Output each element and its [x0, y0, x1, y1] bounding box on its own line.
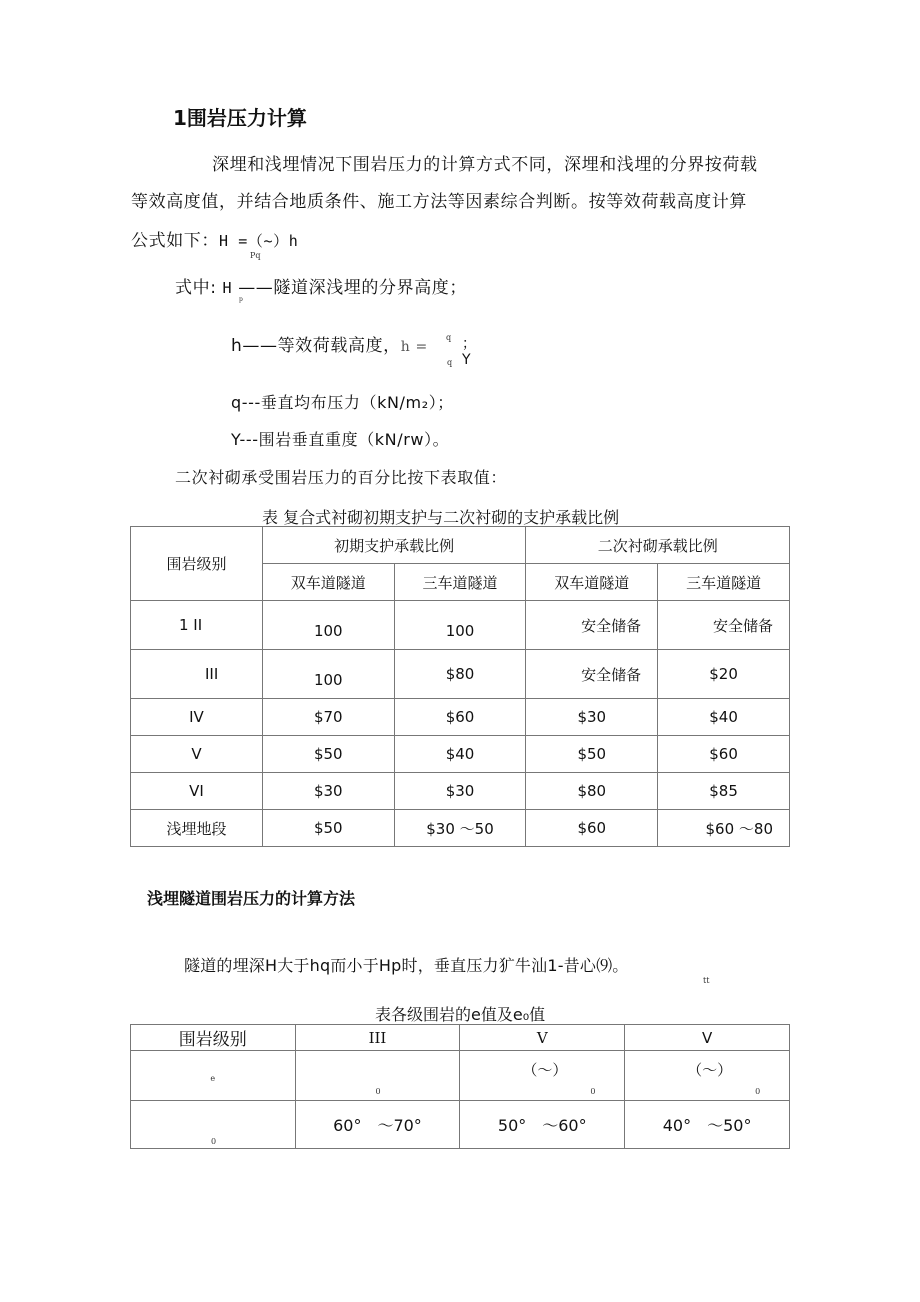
row-label-text: e: [210, 1073, 216, 1083]
paragraph-line: 深埋和浅埋情况下围岩压力的计算方式不同，深埋和浅埋的分界按荷载: [212, 155, 758, 175]
h-formula: h =: [400, 339, 428, 355]
value-cell: $80: [526, 773, 658, 810]
value-cell: $40: [658, 699, 790, 736]
grade-cell: 浅埋地段: [131, 810, 263, 847]
cell-sub: 0: [755, 1087, 761, 1096]
row-label-text: 0: [211, 1137, 217, 1146]
where-label: 式中:: [175, 278, 217, 298]
header-secondary-lining: 二次衬砌承载比例: [526, 527, 790, 564]
table-caption: 表各级围岩的e值及e₀值: [375, 1005, 546, 1024]
paragraph-line: 等效高度值，并结合地质条件、施工方法等因素综合判断。按等效荷载高度计算: [131, 192, 747, 212]
value-cell: $60 ～80: [658, 810, 790, 847]
value-cell: 安全储备: [526, 601, 658, 650]
value-cell: $60: [394, 699, 526, 736]
header-col: V: [625, 1025, 790, 1051]
value-cell: $85: [658, 773, 790, 810]
q-definition: q---垂直均布压力（kN/m₂）；: [231, 393, 454, 412]
table-intro: 二次衬砌承受围岩压力的百分比按下表取值：: [175, 468, 508, 487]
header-initial-support: 初期支护承载比例: [262, 527, 526, 564]
value-cell: $40: [394, 736, 526, 773]
stray-mark: tt: [703, 976, 710, 985]
value-cell: 100: [262, 601, 394, 650]
value-cell: 100: [394, 601, 526, 650]
header-col: III: [295, 1025, 460, 1051]
where-line: [175, 273, 467, 298]
subheader: 三车道隧道: [394, 564, 526, 601]
table-row: [131, 650, 790, 699]
h-formula-numerator: q: [446, 333, 452, 342]
formula: H =（~）h: [219, 232, 299, 250]
table-caption: 表 复合式衬砌初期支护与二次衬砌的支护承载比例: [262, 508, 620, 527]
grade-cell: VI: [131, 773, 263, 810]
value-cell: $50: [262, 810, 394, 847]
value-cell: $60: [526, 810, 658, 847]
grade-cell: V: [131, 736, 263, 773]
value-cell: $20: [658, 650, 790, 699]
h-def-text: h——等效荷载高度，: [231, 336, 401, 356]
subheader: 三车道隧道: [658, 564, 790, 601]
row-label: [131, 1101, 296, 1149]
value-cell: 50° ～60°: [460, 1101, 625, 1149]
where-subscript: p: [239, 296, 243, 303]
subheader: 双车道隧道: [262, 564, 394, 601]
section-paragraph: 隧道的埋深H大于hq而小于Hp时，垂直压力犷牛汕1-昔心⑼。: [184, 956, 629, 975]
value-cell: [295, 1051, 460, 1101]
value-cell: 100: [262, 650, 394, 699]
e-value-table: [130, 1024, 790, 1149]
value-cell: $50: [526, 736, 658, 773]
value-cell: 安全储备: [526, 650, 658, 699]
table-row: [131, 699, 790, 736]
value-cell: $70: [262, 699, 394, 736]
value-cell: $30: [262, 773, 394, 810]
table-row: [131, 773, 790, 810]
h-formula-denominator: Y: [462, 352, 471, 368]
table-row: [131, 1101, 790, 1149]
value-cell: $80: [394, 650, 526, 699]
header-col: V: [460, 1025, 625, 1051]
row-label: [131, 1051, 296, 1101]
table-row: [131, 1051, 790, 1101]
y-definition: Y---围岩垂直重度（kN/rw）。: [231, 430, 450, 449]
cell-main: （～）: [687, 1061, 733, 1079]
grade-cell: III: [131, 650, 263, 699]
support-ratio-table: [130, 526, 790, 847]
value-cell: 60° ～70°: [295, 1101, 460, 1149]
grade-cell: IV: [131, 699, 263, 736]
cell-sub: 0: [375, 1087, 381, 1096]
subheader: 双车道隧道: [526, 564, 658, 601]
section-heading: 1围岩压力计算: [173, 106, 307, 130]
grade-cell: 1 II: [131, 601, 263, 650]
value-cell: $50: [262, 736, 394, 773]
table-row: [131, 601, 790, 650]
formula-subscript: Pq: [250, 251, 261, 260]
header-grade: 围岩级别: [131, 1025, 296, 1051]
value-cell: [460, 1051, 625, 1101]
value-cell: 安全储备: [658, 601, 790, 650]
section-heading: 浅埋隧道围岩压力的计算方法: [147, 889, 356, 908]
value-cell: $30 ～50: [394, 810, 526, 847]
cell-main: （～）: [522, 1061, 568, 1079]
table-row: [131, 736, 790, 773]
formula-prefix: 公式如下：: [131, 231, 219, 251]
value-cell: $60: [658, 736, 790, 773]
where-desc: ——隧道深浅埋的分界高度；: [238, 278, 468, 298]
value-cell: $30: [394, 773, 526, 810]
value-cell: $30: [526, 699, 658, 736]
h-definition: [231, 331, 428, 356]
h-formula-semicolon: ；: [462, 336, 476, 352]
value-cell: 40° ～50°: [625, 1101, 790, 1149]
value-cell: [625, 1051, 790, 1101]
header-grade: 围岩级别: [131, 527, 263, 601]
where-symbol: H: [222, 279, 233, 297]
h-formula-subscript: q: [447, 358, 453, 367]
formula-line: [131, 226, 298, 251]
table-row: [131, 810, 790, 847]
cell-sub: 0: [590, 1087, 596, 1096]
